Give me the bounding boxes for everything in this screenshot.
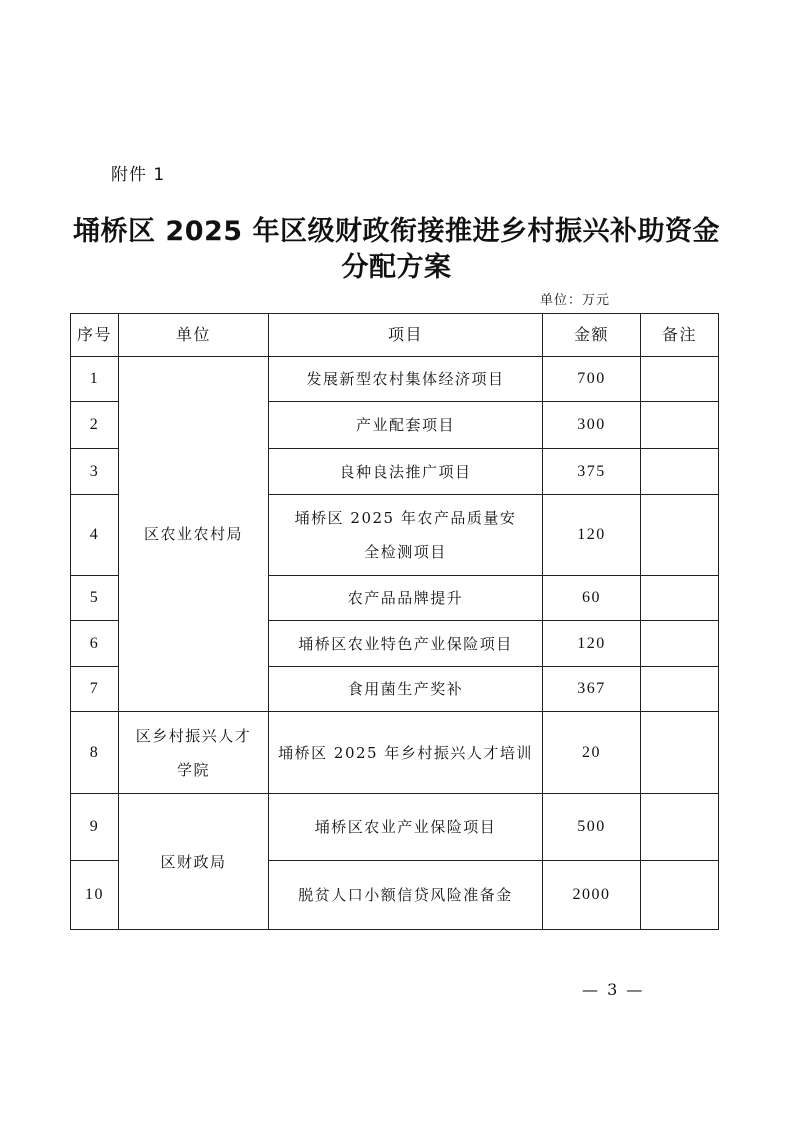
page-number: — 3 —: [582, 980, 645, 999]
row-seq: 6: [71, 621, 119, 667]
row-seq: 5: [71, 576, 119, 621]
header-project: 项目: [269, 314, 543, 357]
row-note: [641, 712, 719, 794]
header-amount: 金额: [543, 314, 641, 357]
table-header-row: [71, 314, 719, 357]
table-row: [71, 712, 719, 794]
row-project: 埇桥区农业产业保险项目: [269, 794, 543, 861]
row-project: 良种良法推广项目: [269, 449, 543, 495]
unit-cell: 区农业农村局: [119, 357, 269, 712]
table-row: [71, 357, 719, 402]
row-seq: 1: [71, 357, 119, 402]
row-amount: 120: [543, 495, 641, 576]
header-unit: 单位: [119, 314, 269, 357]
row-amount: 375: [543, 449, 641, 495]
row-project: 埇桥区 2025 年乡村振兴人才培训: [269, 712, 543, 794]
row-amount: 300: [543, 402, 641, 449]
row-seq: 4: [71, 495, 119, 576]
header-seq: 序号: [71, 314, 119, 357]
row-note: [641, 576, 719, 621]
row-note: [641, 357, 719, 402]
allocation-table: [70, 313, 719, 930]
row-note: [641, 794, 719, 861]
row-seq: 8: [71, 712, 119, 794]
row-amount: 20: [543, 712, 641, 794]
row-note: [641, 667, 719, 712]
row-seq: 3: [71, 449, 119, 495]
header-note: 备注: [641, 314, 719, 357]
row-seq: 7: [71, 667, 119, 712]
attachment-label: 附件 1: [111, 165, 166, 185]
row-project: 食用菌生产奖补: [269, 667, 543, 712]
row-amount: 60: [543, 576, 641, 621]
row-amount: 500: [543, 794, 641, 861]
row-amount: 120: [543, 621, 641, 667]
row-note: [641, 402, 719, 449]
row-amount: 367: [543, 667, 641, 712]
unit-note: 单位：万元: [540, 293, 611, 308]
unit-cell: 区财政局: [119, 794, 269, 930]
document-title-line1: 埇桥区 2025 年区级财政衔接推进乡村振兴补助资金: [73, 216, 720, 247]
row-note: [641, 495, 719, 576]
row-amount: 700: [543, 357, 641, 402]
document-title-line2: 分配方案: [341, 252, 452, 283]
unit-cell: 区乡村振兴人才学院: [119, 712, 269, 794]
row-note: [641, 449, 719, 495]
row-project: 埇桥区农业特色产业保险项目: [269, 621, 543, 667]
row-project: 埇桥区 2025 年农产品质量安全检测项目: [269, 495, 543, 576]
row-seq: 10: [71, 861, 119, 930]
row-seq: 2: [71, 402, 119, 449]
table-row: [71, 794, 719, 861]
row-project: 脱贫人口小额信贷风险准备金: [269, 861, 543, 930]
row-note: [641, 861, 719, 930]
row-note: [641, 621, 719, 667]
row-seq: 9: [71, 794, 119, 861]
row-project: 产业配套项目: [269, 402, 543, 449]
row-project: 发展新型农村集体经济项目: [269, 357, 543, 402]
row-project: 农产品品牌提升: [269, 576, 543, 621]
row-amount: 2000: [543, 861, 641, 930]
